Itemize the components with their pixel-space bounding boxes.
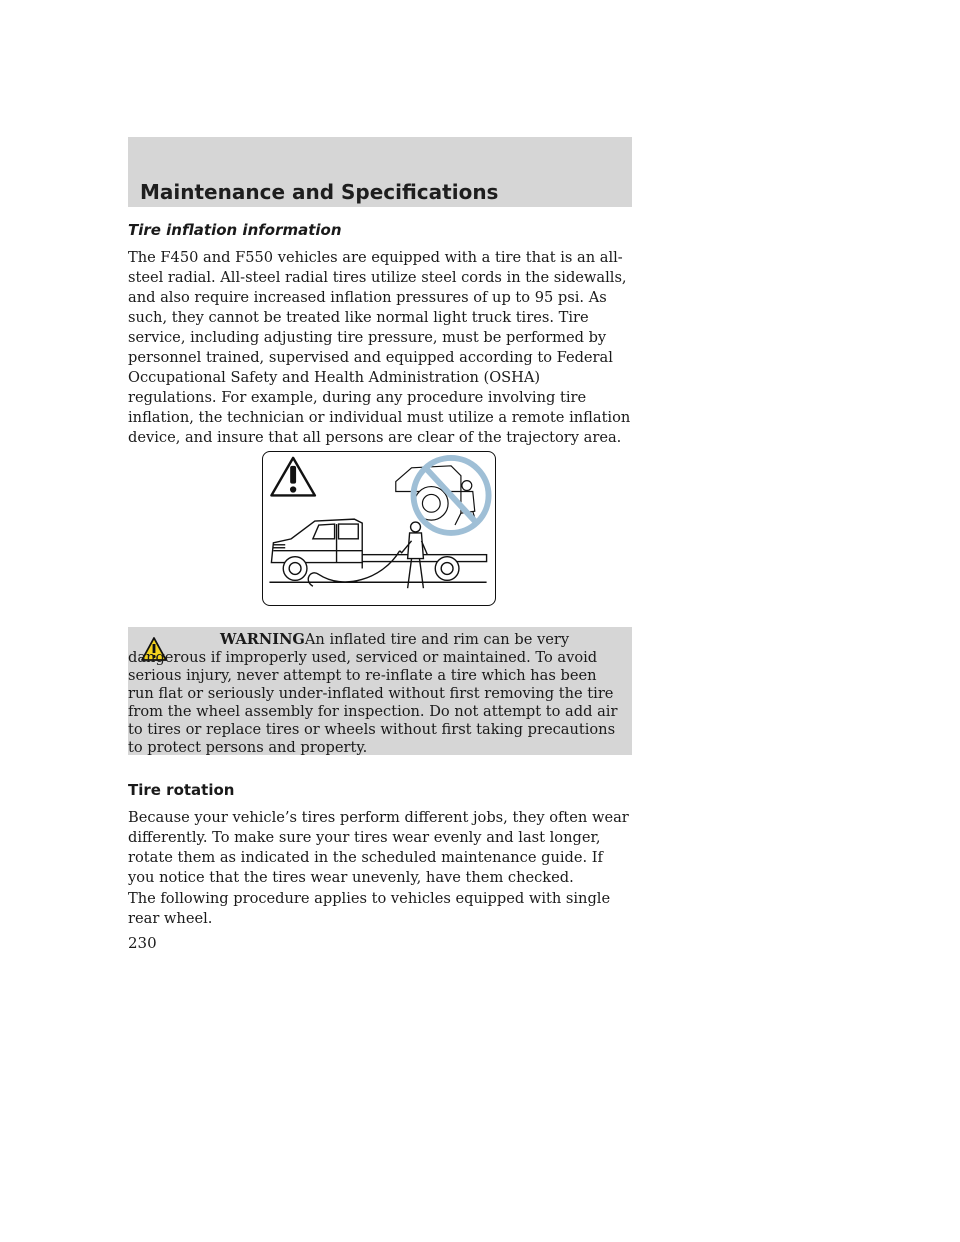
warning-box <box>128 627 632 755</box>
page-title: Maintenance and Specifications <box>140 180 499 204</box>
warning-body: An inflated tire and rim can be very dangerous if improperly used, serviced or maintained. To avoid serious injury, never attempt to re-inflate a tire which has been run flat or seriously under-inflated without first removing the tire from the wheel assembly for inspection. Do not attempt to add air to tires or replace tires or wheels without first taking precautions to protect persons and property. <box>128 631 618 756</box>
page-number: 230 <box>128 934 157 952</box>
tire-inflation-paragraph: The F450 and F550 vehicles are equipped with a tire that is an all-steel radial. All-steel radial tires utilize steel cords in the sidewalls, and also require increased inflation pressures of up to 95 psi. As such, they cannot be treated like normal light truck tires. Tire service, including adjusting tire pressure, must be performed by personnel trained, supervised and equipped according to Federal Occupational Safety and Health Administration (OSHA) regulations. For example, during any procedure involving tire inflation, the technician or individual must utilize a remote inflation device, and insure that all persons are clear of the trajectory area. <box>128 249 631 446</box>
truck-drawing <box>271 519 486 580</box>
prohibited-circle-icon <box>396 458 489 533</box>
section-heading-tire-inflation: Tire inflation information <box>128 221 342 239</box>
tire-inflation-illustration <box>262 451 496 606</box>
tire-rotation-paragraph-2: The following procedure applies to vehicles equipped with single rear wheel. <box>128 890 611 927</box>
warning-triangle-icon <box>271 458 314 496</box>
tire-rotation-paragraph-1: Because your vehicle’s tires perform different jobs, they often wear differently. To make sure your tires wear evenly and last longer, rotate them as indicated in the scheduled maintenance guide. If you notice that the tires wear unevenly, have them checked. <box>128 809 629 886</box>
warning-label: WARNING <box>220 631 305 648</box>
warning-text <box>128 631 626 757</box>
section-heading-tire-rotation: Tire rotation <box>128 781 235 799</box>
